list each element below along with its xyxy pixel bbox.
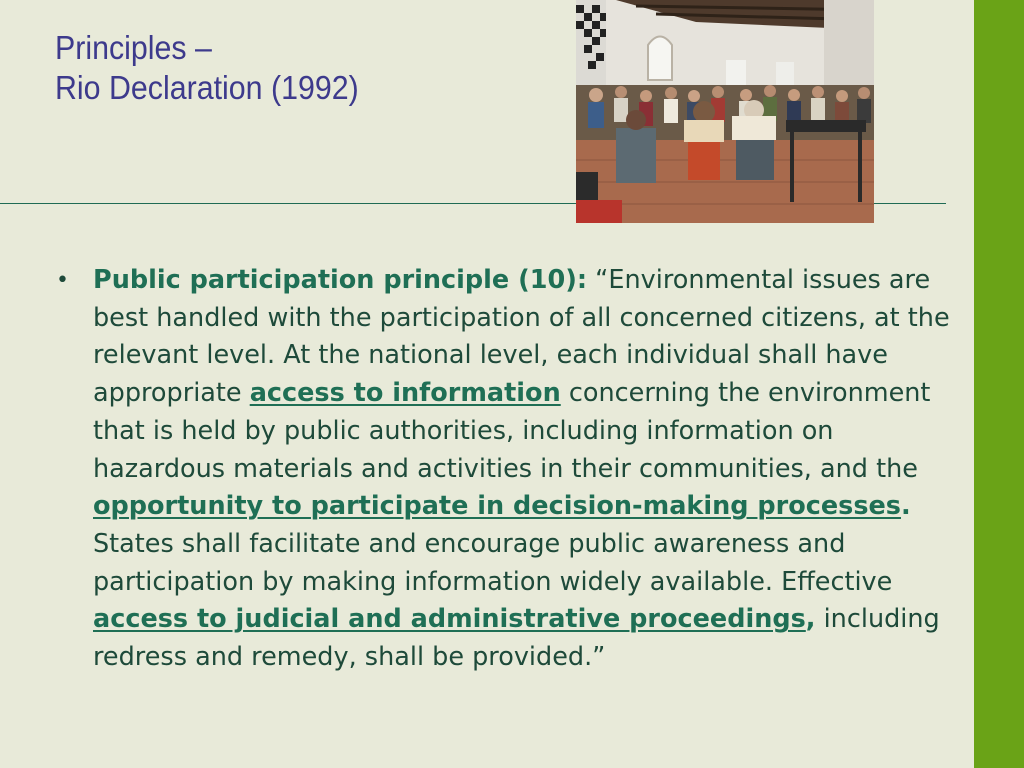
access-to-information-phrase: access to information bbox=[249, 378, 561, 409]
judicial-proceedings-phrase: access to judicial and administrative proceedings bbox=[93, 604, 806, 635]
title-line-1: Principles – bbox=[55, 29, 212, 66]
punctuation-period: . bbox=[900, 491, 911, 522]
principle-text-3: States shall facilitate and encourage public awareness and participation by making information widely available. Effective bbox=[93, 528, 893, 597]
bullet-marker: • bbox=[56, 268, 69, 293]
meeting-photo bbox=[576, 0, 874, 223]
principle-text-2: concerning the environment that is held by public authorities, including information on hazardous materials and activities in their communities, and the bbox=[93, 378, 931, 484]
principle-text-4: including redress and remedy, shall be provided.” bbox=[93, 604, 940, 673]
principle-paragraph bbox=[93, 262, 951, 677]
page-title bbox=[55, 28, 359, 108]
punctuation-comma: , bbox=[805, 604, 816, 635]
title-line-2: Rio Declaration (1992) bbox=[55, 69, 359, 106]
principle-bullet bbox=[56, 262, 951, 677]
participate-decision-making-phrase: opportunity to participate in decision-making processes bbox=[93, 491, 901, 522]
principle-lead: Public participation principle (10): bbox=[93, 265, 588, 295]
accent-side-bar bbox=[974, 0, 1024, 768]
principle-text-1: “Environmental issues are best handled with the participation of all concerned citizens, at the relevant level. At the national level, each individual shall have appropriate bbox=[93, 265, 950, 409]
